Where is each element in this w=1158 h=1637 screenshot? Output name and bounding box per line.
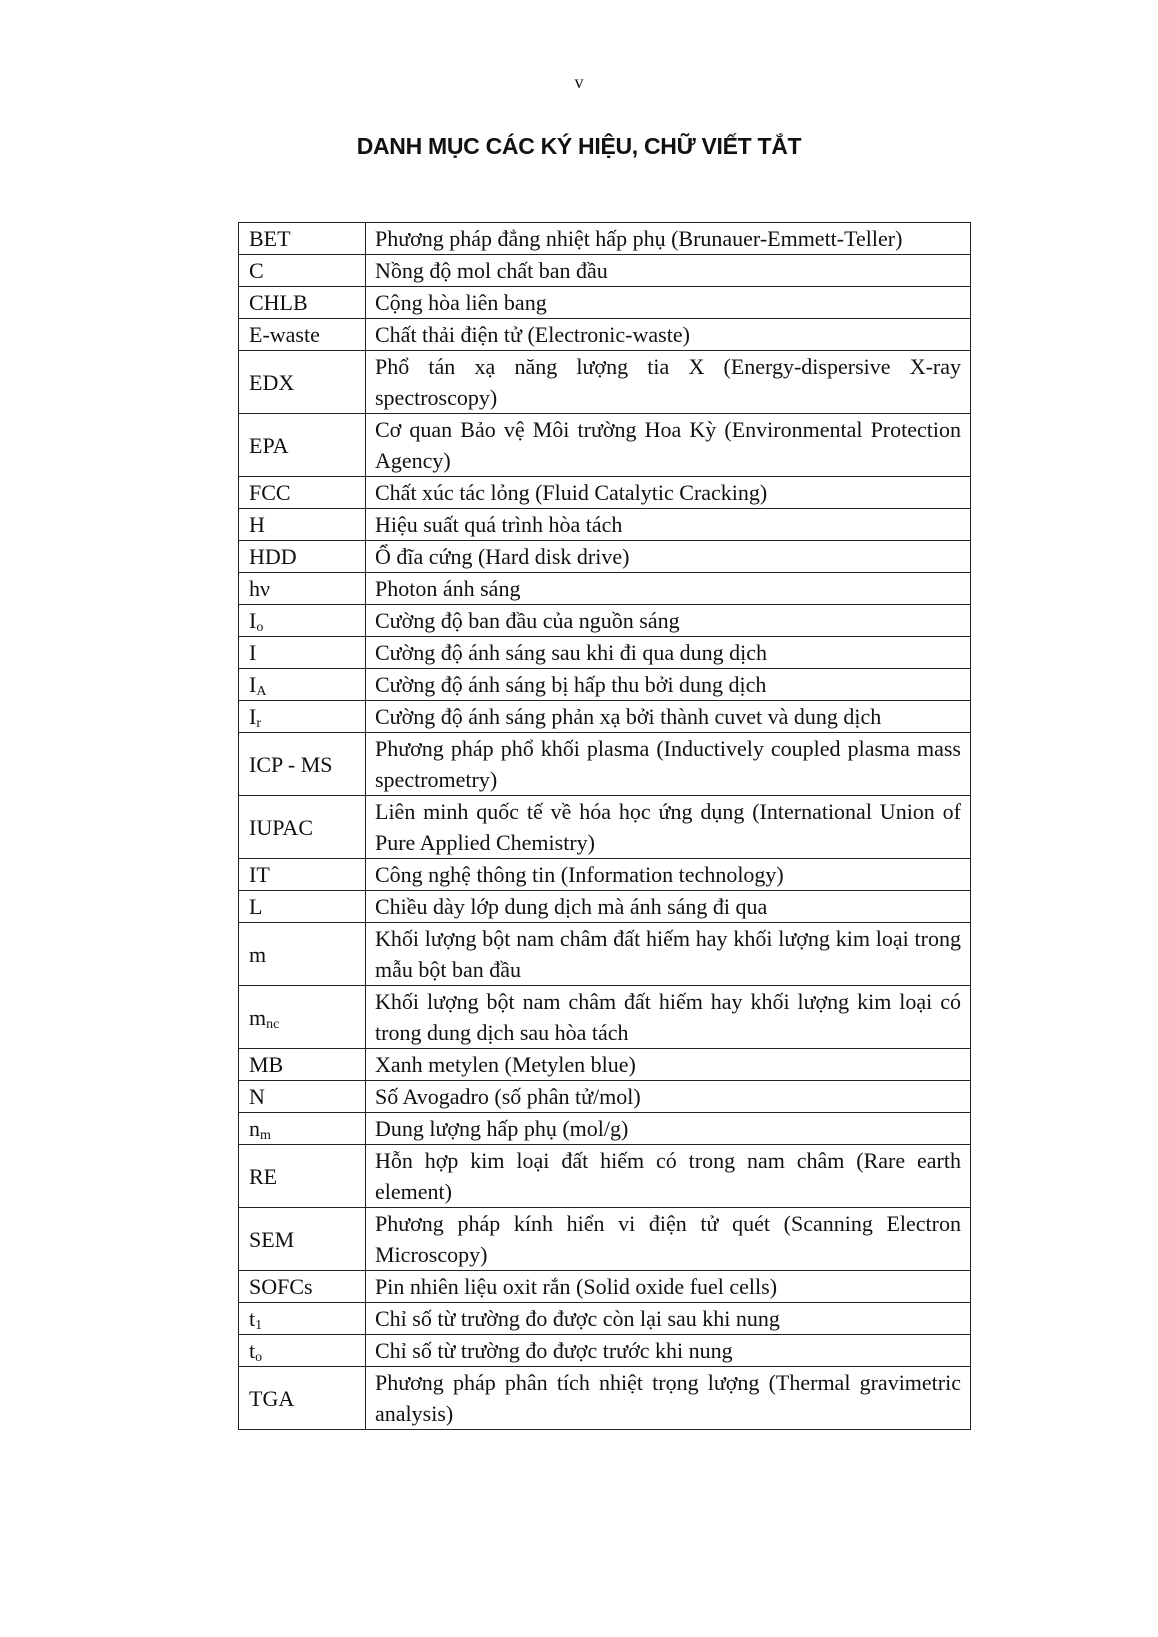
table-row (239, 1335, 971, 1367)
definition-cell: Dung lượng hấp phụ (mol/g) (366, 1113, 971, 1145)
table-row (239, 923, 971, 986)
abbreviation-symbol: t (249, 1338, 256, 1363)
abbreviation-symbol: hν (249, 576, 270, 601)
abbreviation-cell (239, 669, 366, 701)
abbreviation-symbol: MB (249, 1052, 284, 1077)
table-row (239, 414, 971, 477)
abbreviation-cell (239, 255, 366, 287)
definition-cell: Số Avogadro (số phân tử/mol) (366, 1081, 971, 1113)
table-row (239, 1271, 971, 1303)
definition-cell: Chỉ số từ trường đo được còn lại sau khi nung (366, 1303, 971, 1335)
abbreviation-subscript: A (256, 684, 267, 699)
definition-cell: Cường độ ánh sáng bị hấp thu bởi dung dịch (366, 669, 971, 701)
definition-cell: Cường độ ban đầu của nguồn sáng (366, 605, 971, 637)
table-row (239, 1367, 971, 1430)
abbreviation-cell (239, 414, 366, 477)
abbreviation-symbol: I (249, 672, 257, 697)
page-title: DANH MỤC CÁC KÝ HIỆU, CHỮ VIẾT TẮT (356, 133, 802, 159)
table-row (239, 573, 971, 605)
abbreviation-table-body (239, 223, 971, 1430)
table-row (239, 1303, 971, 1335)
abbreviation-subscript: o (256, 620, 264, 635)
abbreviation-subscript: o (255, 1350, 263, 1365)
abbreviation-cell (239, 287, 366, 319)
definition-cell: Khối lượng bột nam châm đất hiếm hay khối lượng kim loại trong mẫu bột ban đầu (366, 923, 971, 986)
abbreviation-symbol: IUPAC (249, 814, 313, 840)
abbreviation-symbol: H (249, 512, 265, 537)
abbreviation-cell (239, 986, 366, 1049)
abbreviation-cell (239, 796, 366, 859)
definition-cell: Xanh metylen (Metylen blue) (366, 1049, 971, 1081)
abbreviation-symbol: L (249, 894, 263, 919)
abbreviation-cell (239, 1271, 366, 1303)
abbreviation-symbol: IT (249, 862, 270, 887)
abbreviation-symbol: TGA (249, 1385, 295, 1411)
abbreviation-cell (239, 1303, 366, 1335)
abbreviation-cell (239, 701, 366, 733)
table-row (239, 477, 971, 509)
table-row (239, 986, 971, 1049)
table-row (239, 287, 971, 319)
table-row (239, 891, 971, 923)
table-row (239, 669, 971, 701)
abbreviation-cell (239, 1049, 366, 1081)
definition-cell: Chất thải điện tử (Electronic-waste) (366, 319, 971, 351)
definition-cell: Cường độ ánh sáng phản xạ bởi thành cuvet và dung dịch (366, 701, 971, 733)
abbreviation-symbol: HDD (249, 544, 297, 569)
abbreviation-symbol: RE (249, 1163, 278, 1189)
abbreviation-symbol: t (249, 1306, 256, 1331)
abbreviation-symbol: I (249, 608, 257, 633)
abbreviation-symbol: I (249, 704, 257, 729)
definition-cell: Phương pháp kính hiển vi điện tử quét (Scanning Electron Microscopy) (366, 1208, 971, 1271)
table-row (239, 319, 971, 351)
abbreviation-symbol: m (249, 941, 267, 967)
table-row (239, 605, 971, 637)
table-row (239, 733, 971, 796)
abbreviation-cell (239, 351, 366, 414)
page-number: v (574, 72, 584, 92)
abbreviation-cell (239, 1081, 366, 1113)
table-row (239, 1049, 971, 1081)
abbreviation-cell (239, 1335, 366, 1367)
table-row (239, 1145, 971, 1208)
abbreviation-symbol: C (249, 258, 264, 283)
abbreviation-cell (239, 573, 366, 605)
abbreviation-subscript: r (256, 716, 261, 731)
definition-cell: Phương pháp phổ khối plasma (Inductively coupled plasma mass spectrometry) (366, 733, 971, 796)
abbreviation-subscript: nc (266, 1016, 280, 1032)
abbreviation-cell (239, 477, 366, 509)
abbreviation-cell (239, 1113, 366, 1145)
abbreviation-symbol: I (249, 640, 257, 665)
abbreviation-symbol: FCC (249, 480, 291, 505)
definition-cell: Cơ quan Bảo vệ Môi trường Hoa Kỳ (Environmental Protection Agency) (366, 414, 971, 477)
abbreviation-cell (239, 541, 366, 573)
table-row (239, 637, 971, 669)
abbreviation-symbol: EDX (249, 369, 295, 395)
abbreviation-cell (239, 1145, 366, 1208)
definition-cell: Phương pháp đẳng nhiệt hấp phụ (Brunauer-Emmett-Teller) (366, 223, 971, 255)
table-row (239, 701, 971, 733)
definition-cell: Chiều dày lớp dung dịch mà ánh sáng đi qua (366, 891, 971, 923)
definition-cell: Nồng độ mol chất ban đầu (366, 255, 971, 287)
table-row (239, 1081, 971, 1113)
abbreviation-cell (239, 1367, 366, 1430)
abbreviation-cell (239, 923, 366, 986)
table-row (239, 509, 971, 541)
abbreviation-cell (239, 1208, 366, 1271)
definition-cell: Chỉ số từ trường đo được trước khi nung (366, 1335, 971, 1367)
table-row (239, 1208, 971, 1271)
definition-cell: Phổ tán xạ năng lượng tia X (Energy-dispersive X-ray spectroscopy) (366, 351, 971, 414)
abbreviation-symbol: E-waste (249, 322, 320, 347)
abbreviation-subscript: 1 (255, 1318, 263, 1333)
abbreviation-cell (239, 223, 366, 255)
abbreviation-symbol: ICP - MS (249, 751, 333, 777)
definition-cell: Hỗn hợp kim loại đất hiếm có trong nam châm (Rare earth element) (366, 1145, 971, 1208)
abbreviation-symbol: SOFCs (249, 1274, 313, 1299)
abbreviation-table (238, 222, 971, 1430)
table-row (239, 255, 971, 287)
definition-cell: Phương pháp phân tích nhiệt trọng lượng (Thermal gravimetric analysis) (366, 1367, 971, 1430)
table-row (239, 1113, 971, 1145)
table-row (239, 796, 971, 859)
definition-cell: Liên minh quốc tế về hóa học ứng dụng (International Union of Pure Applied Chemistry) (366, 796, 971, 859)
abbreviation-cell (239, 637, 366, 669)
table-row (239, 541, 971, 573)
abbreviation-symbol: BET (249, 226, 291, 251)
table-row (239, 351, 971, 414)
definition-cell: Ổ đĩa cứng (Hard disk drive) (366, 541, 971, 573)
definition-cell: Cộng hòa liên bang (366, 287, 971, 319)
abbreviation-cell (239, 509, 366, 541)
table-row (239, 223, 971, 255)
abbreviation-symbol: SEM (249, 1226, 295, 1252)
definition-cell: Công nghệ thông tin (Information technology) (366, 859, 971, 891)
definition-cell: Photon ánh sáng (366, 573, 971, 605)
abbreviation-symbol: n (249, 1116, 260, 1141)
definition-cell: Khối lượng bột nam châm đất hiếm hay khối lượng kim loại có trong dung dịch sau hòa tách (366, 986, 971, 1049)
abbreviation-symbol: N (249, 1084, 265, 1109)
definition-cell: Hiệu suất quá trình hòa tách (366, 509, 971, 541)
abbreviation-cell (239, 319, 366, 351)
abbreviation-cell (239, 891, 366, 923)
abbreviation-symbol: EPA (249, 432, 289, 458)
definition-cell: Cường độ ánh sáng sau khi đi qua dung dịch (366, 637, 971, 669)
definition-cell: Pin nhiên liệu oxit rắn (Solid oxide fuel cells) (366, 1271, 971, 1303)
abbreviation-symbol: CHLB (249, 290, 308, 315)
abbreviation-cell (239, 605, 366, 637)
definition-cell: Chất xúc tác lỏng (Fluid Catalytic Cracking) (366, 477, 971, 509)
table-row (239, 859, 971, 891)
abbreviation-symbol: m (249, 1004, 267, 1030)
abbreviation-cell (239, 859, 366, 891)
abbreviation-subscript: m (260, 1128, 271, 1143)
abbreviation-cell (239, 733, 366, 796)
